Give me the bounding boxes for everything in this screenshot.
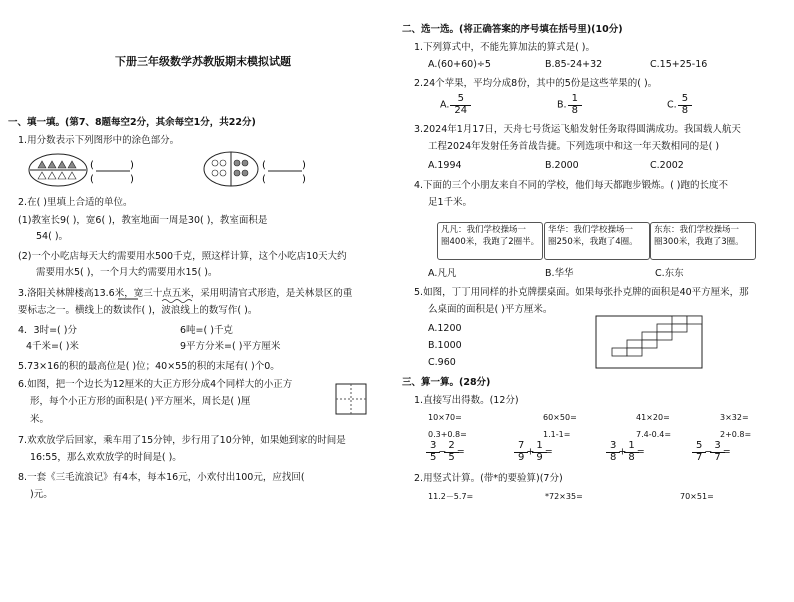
- q2-part1-line1: (1)教室长9( )，宽6( )，教室地面一周是30( )，教室面积是: [18, 215, 268, 226]
- denominator: 8: [681, 104, 689, 116]
- equals: =: [636, 446, 645, 458]
- calc-0.3+0.8: 0.3+0.8=: [428, 430, 467, 439]
- calc-1.1-1: 1.1-1=: [543, 430, 571, 439]
- denominator: 24: [454, 104, 468, 116]
- q3-underline-marks: [118, 298, 198, 304]
- numerator: 1: [571, 93, 578, 104]
- denominator: 8: [628, 451, 635, 463]
- fraction: [608, 441, 618, 463]
- section-3-heading: 三、算一算。(28分): [402, 377, 491, 388]
- speech-box-huahua: [544, 222, 650, 260]
- calc-41x20: 41×20=: [636, 413, 670, 422]
- calc-3x32: 3×32=: [720, 413, 749, 422]
- c2-text: 2.用竖式计算。(带*的要验算)(7分): [414, 473, 563, 484]
- fraction: [534, 441, 544, 463]
- speech-box-dongdong-line2: 圈300米，我跑了3圈。: [654, 237, 744, 248]
- svg-text:(: (: [90, 160, 94, 171]
- section-2-heading: 二、选一选。(将正确答案的序号填在括号里)(10分): [402, 24, 623, 35]
- triangle-ellipse-figure: [28, 152, 88, 188]
- q6-line1: 6.如图，把一个边长为12厘米的大正方形分成4个同样大的小正方: [18, 379, 293, 390]
- speech-box-huahua-line2: 圈250米，我跑了4圈。: [548, 237, 638, 248]
- speech-box-dongdong-line1: 东东：我们学校操场一: [654, 225, 740, 235]
- r4-option-a[interactable]: A.凡凡: [428, 268, 457, 279]
- vertical-calc-2: *72×35=: [545, 492, 583, 501]
- calc-7.4-0.4: 7.4-0.4=: [636, 430, 672, 439]
- r3-option-b[interactable]: B.2000: [545, 160, 579, 171]
- svg-text:): ): [130, 160, 134, 171]
- r2-option-b-fraction: [570, 94, 580, 116]
- speech-box-dongdong: [650, 222, 756, 260]
- square-figure: [335, 383, 367, 415]
- r4-line1: 4.下面的三个小朋友来自不同的学校，他们每天都跑步锻炼。( )跑的长度不: [414, 180, 728, 191]
- frac-calc-1: [428, 441, 465, 463]
- operator: −: [704, 446, 713, 458]
- r1-option-c[interactable]: C.15+25-16: [650, 59, 708, 70]
- r2-option-c-fraction: [680, 94, 690, 116]
- svg-text:): ): [302, 174, 306, 184]
- r1-option-a[interactable]: A.(60+60)÷5: [428, 59, 491, 70]
- q6-line2: 形，每个小正方形的面积是( )平方厘米，周长是( )厘: [30, 396, 251, 407]
- denominator: 8: [571, 104, 578, 116]
- numerator: 5: [457, 93, 464, 104]
- q7-line1: 7.欢欢放学后回家，乘车用了15分钟，步行用了10分钟，如果她到家的时间是: [18, 435, 346, 446]
- r3-line2: 工程2024年发射任务首战告捷。下列选项中和这一年天数相同的是( ): [428, 141, 720, 152]
- numerator: 1: [536, 440, 543, 451]
- calc-60x50: 60×50=: [543, 413, 577, 422]
- q4-b1: 4千米=( )米: [26, 341, 79, 352]
- r1-option-b[interactable]: B.85-24+32: [545, 59, 603, 70]
- r2-option-c-label: C.: [667, 99, 677, 111]
- fraction: [446, 441, 456, 463]
- r2-option-a[interactable]: [440, 94, 469, 116]
- q2-part2-line1: (2)一个小吃店每天大约需要用水500千克，照这样计算，这个小吃店10天大约: [18, 251, 347, 262]
- q8-line2: )元。: [30, 489, 53, 500]
- r1-text: 1.下列算式中，不能先算加法的算式是( )。: [414, 42, 595, 53]
- svg-text:(: (: [262, 160, 266, 171]
- denominator: 5: [448, 451, 455, 463]
- r5-line2: 么桌面的面积是( )平方厘米。: [428, 304, 553, 315]
- q4-b2: 9平方分米=( )平方厘米: [180, 341, 281, 352]
- speech-box-fanfan: [437, 222, 543, 260]
- q7-line2: 16:55，那么欢欢放学的时间是( )。: [30, 452, 182, 463]
- section-1-heading: 一、填一填。(第7、8题每空2分，其余每空1分，共22分): [8, 117, 256, 128]
- r2-option-a-fraction: [452, 94, 469, 116]
- denominator: 7: [714, 451, 721, 463]
- r4-option-c[interactable]: C.东东: [655, 268, 684, 279]
- r5-option-a[interactable]: A.1200: [428, 323, 462, 334]
- calc-2+0.8: 2+0.8=: [720, 430, 752, 439]
- denominator: 5: [430, 451, 437, 463]
- r2-option-c[interactable]: [667, 94, 690, 116]
- q2-part1-line2: 54( )。: [36, 231, 69, 242]
- frac-calc-4: [694, 441, 731, 463]
- q6-line3: 米。: [30, 414, 50, 425]
- operator: +: [526, 446, 535, 458]
- r5-line1: 5.如图，丁丁用同样的扑克牌摆桌面。如果每张扑克牌的面积是40平方厘米，那: [414, 287, 749, 298]
- fraction: [626, 441, 636, 463]
- numerator: 5: [681, 93, 689, 104]
- calc-10x70: 10×70=: [428, 413, 462, 422]
- frac-calc-3: [608, 441, 645, 463]
- svg-text:): ): [302, 160, 306, 171]
- fraction: [694, 441, 704, 463]
- fraction: [516, 441, 526, 463]
- q3-line2: 要标志之一。横线上的数读作( )，波浪线上的数写作( )。: [18, 305, 258, 316]
- svg-text:(: (: [90, 174, 94, 184]
- fraction-answer-blank-1[interactable]: [90, 156, 136, 184]
- r4-line2: 足1千米。: [428, 197, 473, 208]
- q2-text: 2.在( )里填上合适的单位。: [18, 197, 133, 208]
- speech-box-fanfan-line1: 凡凡：我们学校操场一: [441, 225, 527, 235]
- r2-option-a-label: A.: [440, 99, 450, 111]
- r5-option-b[interactable]: B.1000: [428, 340, 462, 351]
- svg-text:): ): [130, 174, 134, 184]
- r3-option-a[interactable]: A.1994: [428, 160, 462, 171]
- frac-calc-2: [516, 441, 553, 463]
- equals: =: [544, 446, 553, 458]
- svg-text:(: (: [262, 174, 266, 184]
- r2-option-b[interactable]: [557, 94, 580, 116]
- denominator: 9: [518, 451, 525, 463]
- equals: =: [456, 446, 465, 458]
- numerator: 3: [430, 440, 437, 451]
- q3-line1: 3.洛阳关林牌楼高13.6米，宽三十点五米，采用明清官式形造，是关林景区的重: [18, 288, 353, 299]
- r3-line1: 3.2024年1月17日，天舟七号货运飞船发射任务取得圆满成功。我国载人航天: [414, 124, 741, 135]
- c1-text: 1.直接写出得数。(12分): [414, 395, 519, 406]
- fraction-answer-blank-2[interactable]: [262, 156, 308, 184]
- r2-text: 2.24个苹果，平均分成8份，其中的5份是这些苹果的( )。: [414, 78, 658, 89]
- operator: −: [438, 446, 447, 458]
- fraction: [428, 441, 438, 463]
- vertical-calc-3: 70×51=: [680, 492, 714, 501]
- numerator: 3: [714, 440, 721, 451]
- q8-line1: 8.一套《三毛流浪记》有4本，每本16元，小欢付出100元，应找回(: [18, 472, 305, 483]
- circle-ellipse-figure: [203, 150, 259, 188]
- fraction: [712, 441, 722, 463]
- denominator: 9: [536, 451, 543, 463]
- r3-option-c[interactable]: C.2002: [650, 160, 684, 171]
- q2-part2-line2: 需要用水5( )，一个月大约需要用水15( )。: [36, 267, 218, 278]
- q5-text: 5.73×16的积的最高位是( )位；40×55的积的末尾有( )个0。: [18, 361, 280, 372]
- numerator: 2: [448, 440, 455, 451]
- q1-text: 1.用分数表示下列图形中的涂色部分。: [18, 135, 180, 146]
- denominator: 7: [696, 451, 703, 463]
- r5-option-c[interactable]: C.960: [428, 357, 456, 368]
- table-cards-figure: [595, 315, 703, 369]
- q4-a1: 4．3时=( )分: [18, 325, 77, 336]
- operator: +: [618, 446, 627, 458]
- r2-option-b-label: B.: [557, 99, 567, 111]
- numerator: 5: [696, 440, 703, 451]
- numerator: 7: [518, 440, 525, 451]
- denominator: 8: [610, 451, 617, 463]
- equals: =: [722, 446, 731, 458]
- r4-option-b[interactable]: B.华华: [545, 268, 574, 279]
- speech-box-fanfan-line2: 圈400米，我跑了2圈半。: [441, 237, 540, 248]
- q4-a2: 6吨=( )千克: [180, 325, 233, 336]
- numerator: 1: [628, 440, 635, 451]
- numerator: 3: [610, 440, 617, 451]
- speech-box-huahua-line1: 华华：我们学校操场一: [548, 225, 634, 235]
- page-title: 下册三年级数学苏教版期末模拟试题: [115, 55, 291, 68]
- vertical-calc-1: 11.2－5.7=: [428, 492, 474, 501]
